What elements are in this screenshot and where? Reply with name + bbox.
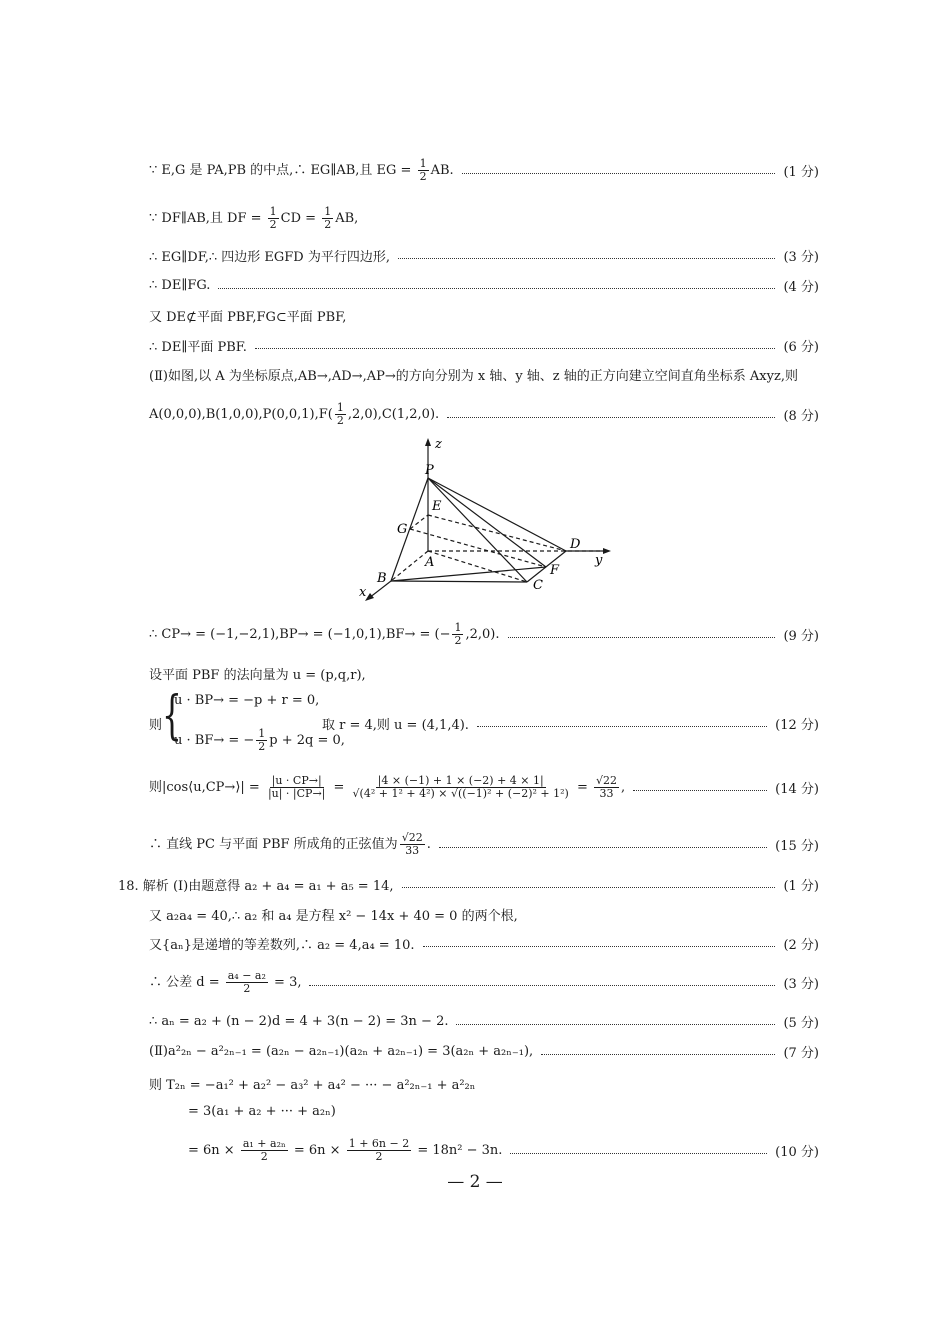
line-16: 又{aₙ}是递增的等差数列,∴ a₂ = 4,a₄ = 10. (2 分) bbox=[149, 938, 819, 953]
line-20: 则 T₂ₙ = −a₁² + a₂² − a₃² + a₄² − ··· − a²₂ₙ₋₁ + a²₂ₙ bbox=[149, 1078, 476, 1093]
label-F: F bbox=[550, 563, 560, 578]
line-9: ∴ CP→ = (−1,−2,1),BP→ = (−1,0,1),BF→ = (− $\frac{1}{2}$ ,2,0). (9 分) bbox=[149, 621, 819, 647]
line-15: 又 a₂a₄ = 40,∴ a₂ 和 a₄ 是方程 x² − 14x + 40 = 0 的两个根, bbox=[149, 909, 518, 924]
line-6: ∴ DE∥平面 PBF. (6 分) bbox=[149, 340, 819, 355]
label-x: x bbox=[359, 585, 367, 600]
label-E: E bbox=[432, 499, 442, 514]
line-17: ∴ 公差 d = $\frac{\text{a₄ − a₂}}{2}$ = 3, (3 分) bbox=[149, 969, 819, 995]
label-B: B bbox=[377, 571, 387, 586]
fraction: $\frac{1}{2}$ bbox=[336, 401, 344, 427]
fraction: $\frac{1}{2}$ bbox=[269, 205, 277, 231]
line-1: ∵ E,G 是 PA,PB 的中点,∴ EG∥AB,且 EG = $\frac{1}{2}$ AB. (1 分) bbox=[149, 157, 819, 183]
line-21: = 3(a₁ + a₂ + ··· + a₂ₙ) bbox=[188, 1104, 336, 1119]
line-14: 18. 解析 (Ⅰ)由题意得 a₂ + a₄ = a₁ + a₅ = 14, (1 分) bbox=[118, 879, 819, 894]
line-1-text: ∵ E,G 是 PA,PB 的中点,∴ EG∥AB,且 EG = bbox=[149, 163, 416, 178]
line-2: ∵ DF∥AB,且 DF = $\frac{1}{2}$ CD = $\frac{1}{2}$ AB, bbox=[149, 205, 359, 231]
system-prefix: 则 bbox=[149, 718, 163, 733]
line-12: 则|cos⟨u,CP→⟩| = $\frac{|u \cdot CP\to|}{|u| \cdot |CP\to|}$ = $\frac{|4 \times (-1) + 1 \times (-2) + 4 \times 1|}{\text{√(4² + 1² + 4²) × √((−1)² + (−2)² + 1²)}}$ = $\frac{√22}{33}$ , (14 分) bbox=[149, 774, 819, 800]
label-G: G bbox=[397, 522, 408, 537]
line-3: ∴ EG∥DF,∴ 四边形 EGFD 为平行四边形, (3 分) bbox=[149, 250, 819, 265]
line-4: ∴ DE∥FG. (4 分) bbox=[149, 278, 819, 295]
line-5: 又 DE⊄平面 PBF,FG⊂平面 PBF, bbox=[149, 310, 347, 325]
line-18: ∴ aₙ = a₂ + (n − 2)d = 4 + 3(n − 2) = 3n − 2. (5 分) bbox=[149, 1014, 819, 1031]
line-10: 设平面 PBF 的法向量为 u = (p,q,r), bbox=[149, 668, 366, 683]
leader-dots bbox=[462, 173, 776, 174]
line-7: (Ⅱ)如图,以 A 为坐标原点,AB→,AD→,AP→的方向分别为 x 轴、y 轴、z 轴的正方向建立空间直角坐标系 Axyz,则 bbox=[149, 369, 798, 384]
score: (1 分) bbox=[783, 165, 819, 180]
line-13: ∴ 直线 PC 与平面 PBF 所成角的正弦值为 $\frac{√22}{33}$ . (15 分) bbox=[149, 831, 819, 857]
label-C: C bbox=[533, 578, 543, 593]
label-z: z bbox=[435, 437, 442, 452]
equation-2: u · BF→ = − $\frac{1}{2}$ p + 2q = 0, bbox=[174, 727, 345, 753]
fraction: $\frac{1}{2}$ bbox=[419, 157, 427, 183]
equation-1: u · BP→ = −p + r = 0, bbox=[174, 693, 320, 708]
label-A: A bbox=[425, 555, 435, 570]
pyramid-figure bbox=[355, 436, 625, 606]
line-11: 取 r = 4,则 u = (4,1,4). (12 分) bbox=[322, 718, 819, 733]
fraction: $\frac{1}{2}$ bbox=[454, 621, 462, 647]
line-22: = 6n × $\frac{\text{a₁ + a₂ₙ}}{2}$ = 6n × $\frac{1 + 6n - 2}{2}$ = 18n² − 3n. (10 分) bbox=[188, 1137, 819, 1163]
line-8: A(0,0,0),B(1,0,0),P(0,0,1),F( $\frac{1}{2}$ ,2,0),C(1,2,0). (8 分) bbox=[149, 401, 819, 427]
brace: { bbox=[162, 686, 182, 746]
label-y: y bbox=[595, 553, 603, 568]
line-19: (Ⅱ)a²₂ₙ − a²₂ₙ₋₁ = (a₂ₙ − a₂ₙ₋₁)(a₂ₙ + a₂ₙ₋₁) = 3(a₂ₙ + a₂ₙ₋₁), (7 分) bbox=[149, 1044, 819, 1061]
page-number: — 2 — bbox=[447, 1172, 503, 1192]
label-P: P bbox=[425, 463, 434, 478]
fraction: $\frac{1}{2}$ bbox=[324, 205, 332, 231]
label-D: D bbox=[570, 537, 581, 552]
